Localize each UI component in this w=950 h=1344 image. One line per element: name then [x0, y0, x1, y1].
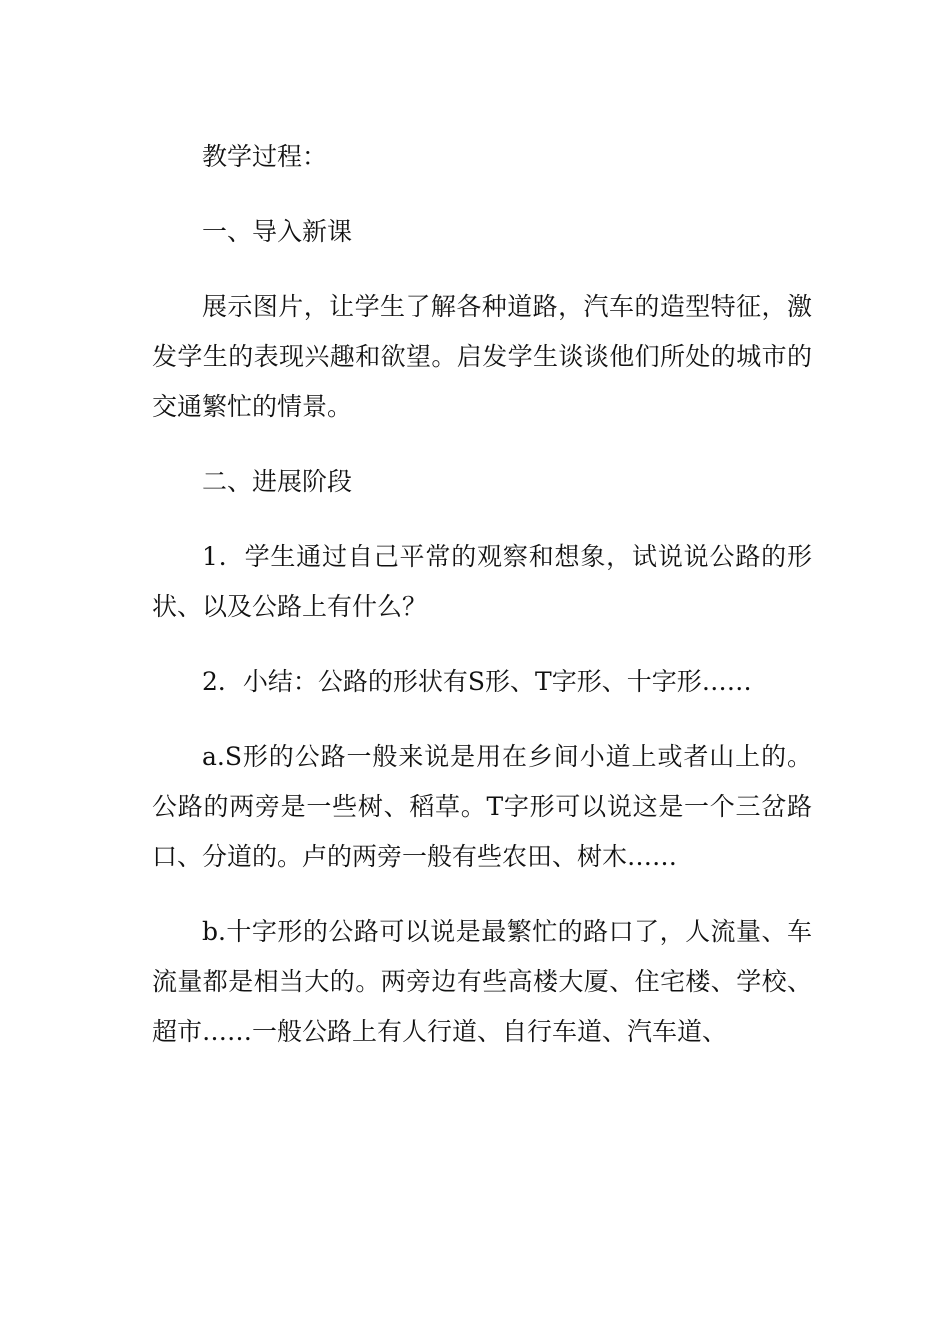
paragraph-introduction: 展示图片，让学生了解各种道路，汽车的造型特征，激发学生的表现兴趣和欲望。启发学生谈谈他们所处的城市的交通繁忙的情景。: [152, 292, 812, 421]
heading-teaching-process: 教学过程：: [202, 142, 328, 171]
paragraph-item-b: b.十字形的公路可以说是最繁忙的路口了，人流量、车流量都是相当大的。两旁边有些高楼大厦、住宅楼、学校、超市……一般公路上有人行道、自行车道、汽车道、: [152, 917, 812, 1046]
paragraph-item-2: 2．小结：公路的形状有S形、T字形、十字形……: [202, 667, 752, 696]
paragraph-item-1: 1．学生通过自己平常的观察和想象，试说说公路的形状、以及公路上有什么？: [152, 542, 812, 621]
heading-introduction: 一、导入新课: [202, 217, 353, 246]
document-body: [152, 132, 812, 1082]
paragraph-item-a: a.S形的公路一般来说是用在乡间小道上或者山上的。公路的两旁是一些树、稻草。T字形可以说这是一个三岔路口、分道的。卢的两旁一般有些农田、树木……: [152, 742, 812, 871]
heading-development: 二、进展阶段: [202, 467, 353, 496]
